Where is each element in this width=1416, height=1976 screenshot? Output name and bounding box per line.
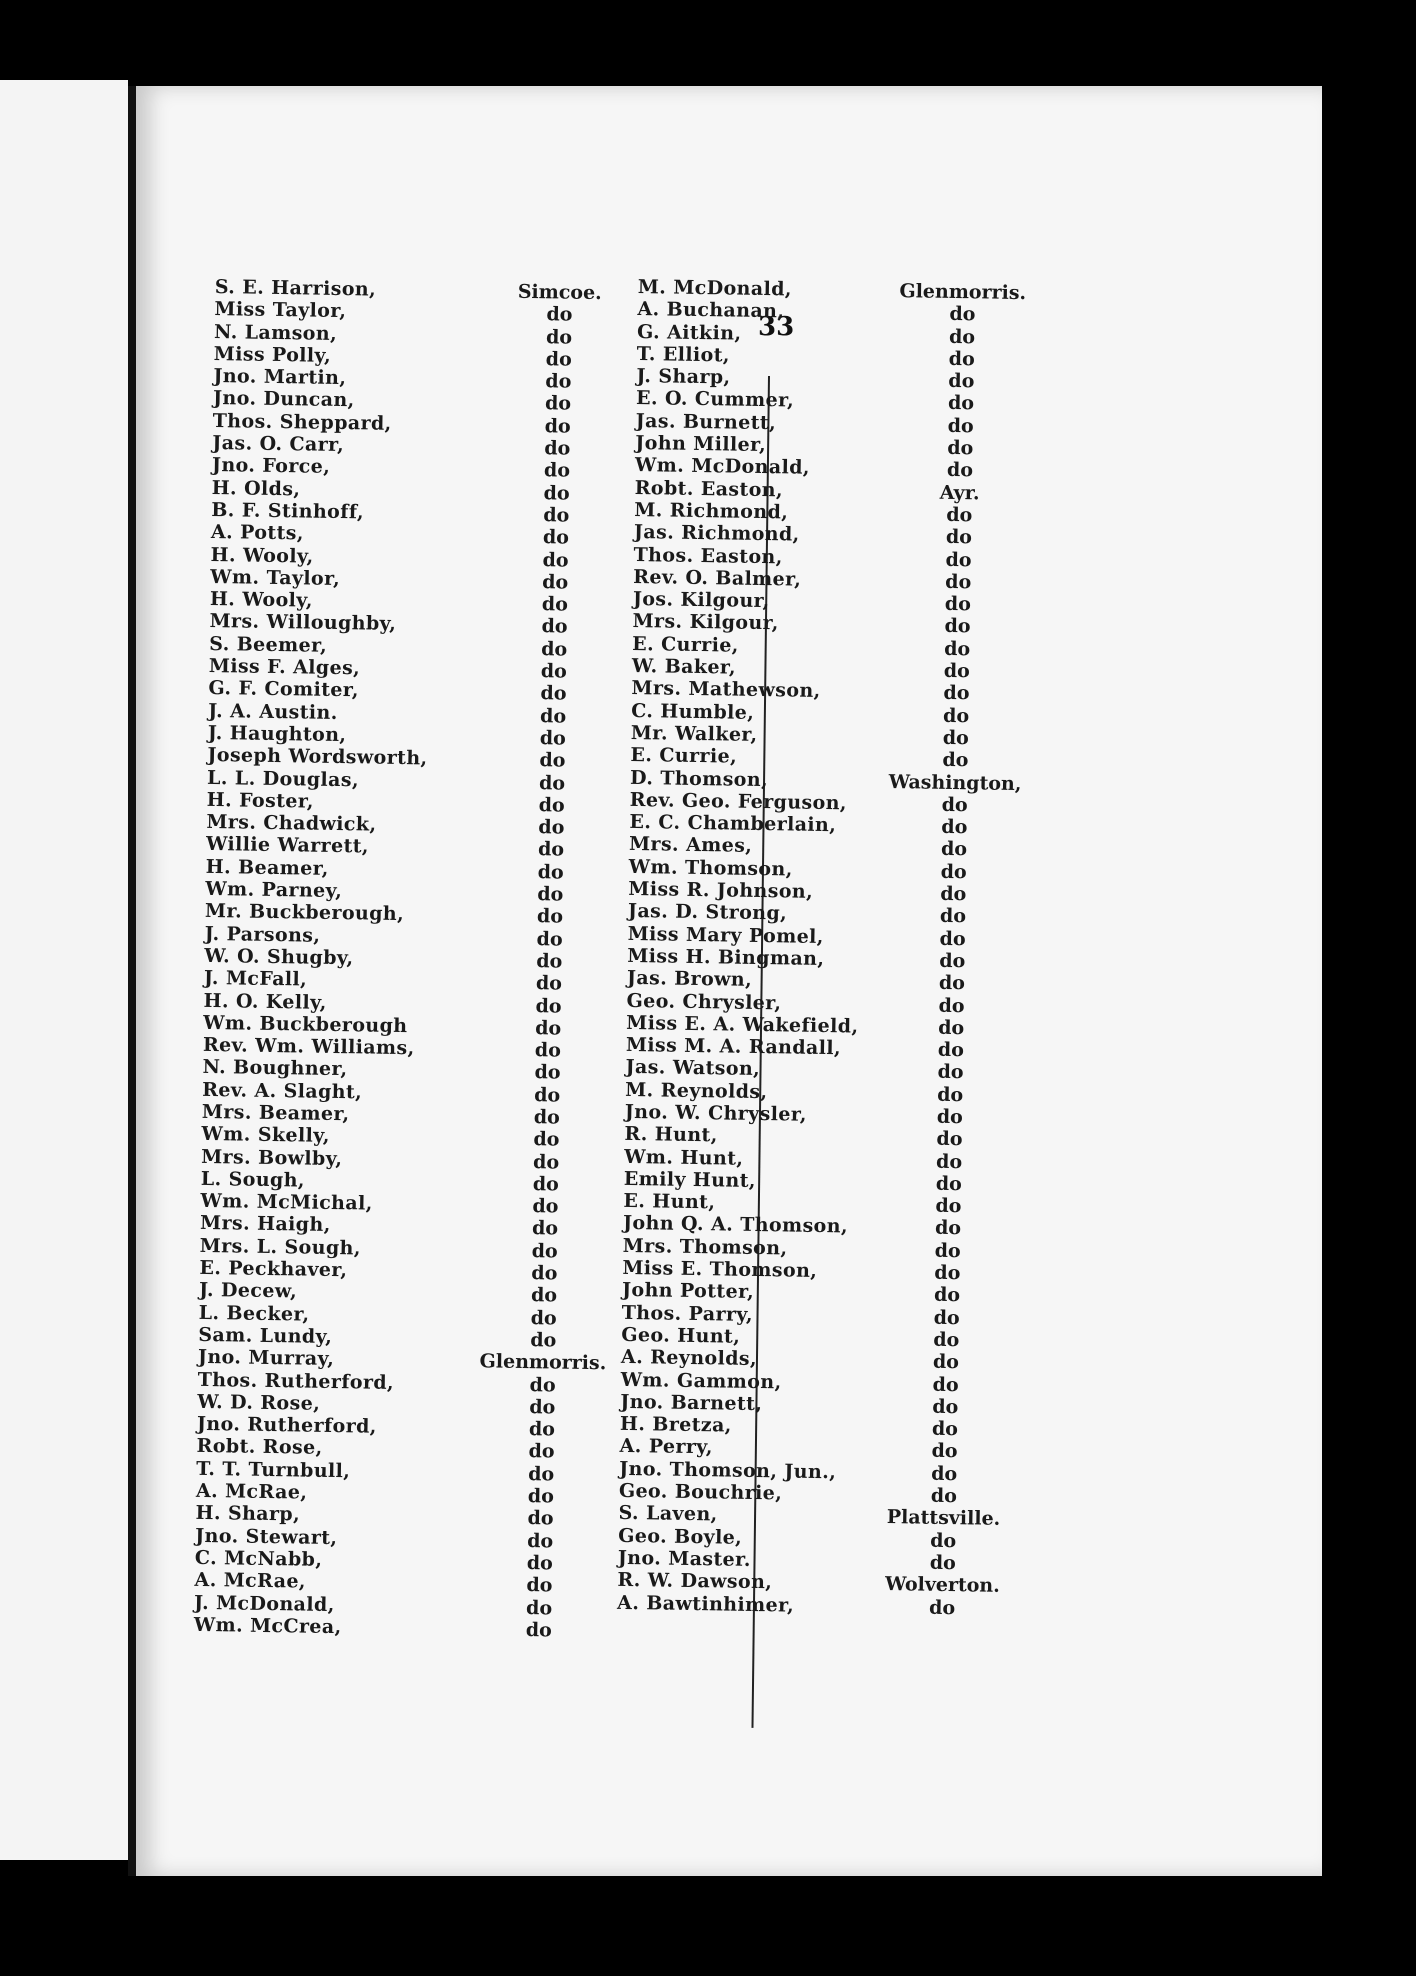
- subscriber-name: M. Reynolds,: [625, 1078, 768, 1103]
- subscriber-name: Wm. Hunt,: [623, 1145, 744, 1170]
- subscriber-place: do: [940, 860, 967, 883]
- subscriber-name: H. Beamer,: [205, 855, 329, 880]
- subscriber-name: Mrs. Haigh,: [199, 1212, 331, 1237]
- subscriber-name: C. Humble,: [631, 699, 755, 724]
- subscriber-place: do: [930, 1484, 958, 1508]
- subscriber-place: do: [941, 793, 968, 817]
- subscriber-place: do: [532, 1150, 560, 1174]
- subscriber-name: Miss E. Thomson,: [622, 1256, 818, 1283]
- subscriber-place: do: [543, 481, 570, 505]
- subscriber-name: Jno. Martin,: [213, 365, 347, 390]
- subscriber-place: do: [942, 749, 969, 772]
- subscriber-place: do: [949, 303, 976, 326]
- subscriber-place: do: [530, 1306, 557, 1330]
- subscriber-name: Rev. Wm. Williams,: [202, 1034, 415, 1060]
- subscriber-name: Joseph Wordsworth,: [207, 744, 428, 770]
- subscriber-place: do: [543, 504, 570, 527]
- subscriber-place: do: [940, 882, 967, 906]
- subscriber-name: N. Lamson,: [213, 320, 338, 345]
- subscriber-name: Geo. Hunt,: [621, 1323, 741, 1348]
- subscriber-name: Robt. Rose,: [196, 1435, 323, 1460]
- subscriber-name: H. Sharp,: [195, 1502, 301, 1526]
- subscriber-name: Emily Hunt,: [623, 1167, 757, 1192]
- subscriber-name: Miss Taylor,: [214, 298, 347, 323]
- subscriber-place: do: [934, 1261, 961, 1285]
- subscriber-place: do: [944, 615, 971, 638]
- subscriber-place: do: [948, 325, 976, 348]
- subscriber-name: J. Haughton,: [207, 721, 347, 747]
- subscriber-place: do: [533, 1128, 560, 1151]
- subscriber-name: Jas. Burnett,: [635, 409, 777, 434]
- subscriber-name: N. Boughner,: [202, 1056, 348, 1081]
- subscriber-name: L. Becker,: [198, 1301, 310, 1326]
- subscriber-place: do: [939, 905, 967, 928]
- subscriber-name: J. A. Austin.: [208, 699, 338, 724]
- subscriber-name: J. Sharp,: [636, 365, 731, 389]
- subscriber-place: do: [947, 414, 974, 438]
- facing-page-edge: [0, 80, 128, 1860]
- subscriber-place: do: [534, 1061, 561, 1084]
- subscriber-place: do: [531, 1262, 558, 1285]
- subscriber-place: do: [543, 459, 571, 482]
- subscriber-name: Wm. McCrea,: [193, 1613, 342, 1638]
- subscriber-place: do: [945, 548, 972, 571]
- subscriber-place: do: [538, 816, 565, 839]
- subscriber-place: do: [539, 727, 566, 750]
- subscriber-place: do: [931, 1417, 959, 1441]
- subscriber-place: do: [931, 1440, 958, 1463]
- subscriber-place: do: [532, 1172, 559, 1196]
- subscriber-name: D. Thomson,: [629, 766, 769, 791]
- subscriber-place: do: [933, 1328, 960, 1352]
- subscriber-place: do: [940, 838, 968, 861]
- subscriber-name: John Miller,: [635, 432, 767, 457]
- subscriber-place: Glenmorris.: [479, 1350, 607, 1375]
- subscriber-place: do: [535, 972, 563, 995]
- subscriber-name: A. Potts,: [210, 521, 305, 545]
- subscriber-place: do: [539, 749, 566, 772]
- subscriber-place: do: [536, 927, 563, 951]
- subscriber-place: do: [934, 1239, 961, 1262]
- subscriber-place: do: [942, 704, 970, 727]
- subscriber-name: Miss F. Alges,: [208, 655, 361, 680]
- subscriber-name: R. W. Dawson,: [617, 1569, 773, 1594]
- subscriber-name: Jno. Stewart,: [195, 1524, 338, 1549]
- subscriber-place: do: [525, 1618, 552, 1642]
- subscriber-name: Mrs. L. Sough,: [199, 1234, 362, 1260]
- subscriber-place: do: [529, 1395, 556, 1419]
- subscriber-name: E. Currie,: [630, 744, 738, 768]
- subscriber-name: Jas. Richmond,: [633, 521, 800, 546]
- subscriber-place: do: [527, 1507, 554, 1530]
- subscriber-place: do: [948, 370, 975, 393]
- subscriber-place: do: [528, 1440, 555, 1463]
- subscriber-place: do: [941, 815, 968, 839]
- subscriber-place: do: [542, 571, 569, 594]
- subscriber-place: do: [930, 1529, 957, 1552]
- subscriber-place: do: [947, 436, 974, 460]
- subscriber-place: do: [936, 1105, 963, 1129]
- subscriber-name: T. T. Turnbull,: [196, 1457, 351, 1483]
- subscriber-name: A. McRae,: [194, 1569, 307, 1593]
- subscriber-place: do: [541, 615, 568, 639]
- subscriber-name: H. Wooly,: [209, 588, 314, 612]
- subscriber-place: do: [531, 1217, 559, 1240]
- subscriber-name: S. Beemer,: [209, 632, 328, 657]
- subscriber-place: do: [943, 682, 970, 705]
- subscriber-place: Washington,: [888, 770, 1022, 795]
- subscriber-place: do: [536, 905, 564, 928]
- subscriber-place: do: [945, 570, 972, 594]
- subscriber-name: Mrs. Mathewson,: [631, 677, 821, 703]
- subscriber-name: Miss Mary Pomel,: [627, 922, 824, 948]
- subscriber-place: do: [942, 726, 969, 750]
- subscriber-name: Wm. Parney,: [205, 877, 343, 903]
- subscriber-name: R. Hunt,: [624, 1123, 718, 1147]
- subscriber-place: Simcoe.: [517, 280, 602, 305]
- subscriber-name: Wm. Thomson,: [628, 855, 793, 881]
- subscriber-place: do: [526, 1551, 553, 1575]
- subscriber-place: do: [542, 548, 569, 572]
- subscriber-place: do: [528, 1418, 556, 1441]
- subscriber-place: do: [526, 1574, 553, 1597]
- subscriber-place: do: [944, 593, 972, 616]
- subscriber-name: Mrs. Kilgour,: [632, 610, 779, 635]
- subscriber-place: do: [944, 637, 971, 661]
- subscriber-place: do: [938, 994, 965, 1017]
- subscriber-place: do: [536, 950, 563, 973]
- subscriber-place: do: [929, 1551, 956, 1575]
- subscriber-name: Mr. Buckberough,: [204, 900, 405, 926]
- subscriber-name: C. McNabb,: [194, 1546, 323, 1571]
- subscriber-name: Miss H. Bingman,: [627, 944, 825, 970]
- subscriber-name: H. Olds,: [211, 476, 301, 501]
- subscriber-place: do: [541, 637, 568, 661]
- subscriber-place: do: [532, 1195, 559, 1218]
- subscriber-name: Wm. McDonald,: [634, 454, 811, 480]
- subscriber-name: Jno. Duncan,: [212, 387, 355, 412]
- subscriber-name: Wm. Skelly,: [201, 1123, 331, 1148]
- subscriber-name: L. Sough,: [200, 1167, 306, 1192]
- subscriber-name: G. F. Comiter,: [208, 677, 360, 702]
- subscriber-place: do: [939, 927, 966, 950]
- subscriber-name: Rev. A. Slaght,: [202, 1078, 363, 1104]
- subscriber-name: Mr. Walker,: [630, 721, 758, 746]
- subscriber-name: T. Elliot,: [636, 342, 731, 367]
- subscriber-name: Wm. Taylor,: [210, 565, 341, 590]
- subscriber-place: do: [537, 883, 564, 906]
- subscriber-name: A. Reynolds,: [620, 1346, 758, 1371]
- subscriber-name: M. Richmond,: [634, 498, 789, 524]
- subscriber-place: do: [935, 1150, 963, 1173]
- subscriber-place: do: [530, 1329, 557, 1352]
- subscriber-place: do: [934, 1217, 962, 1240]
- subscriber-name: Jno. Barnett,: [620, 1390, 763, 1415]
- subscriber-place: do: [537, 838, 565, 861]
- subscriber-name: A. Perry,: [619, 1435, 714, 1459]
- subscriber-name: J. McFall,: [203, 967, 308, 991]
- right-column: [617, 276, 1058, 1620]
- subscriber-name: Mrs. Willoughby,: [209, 610, 397, 636]
- subscriber-name: Geo. Bouchrie,: [618, 1479, 783, 1505]
- subscriber-place: do: [933, 1284, 961, 1307]
- subscriber-name: Rev. Geo. Ferguson,: [629, 788, 848, 815]
- subscriber-name: Jno. Thomson, Jun.,: [619, 1457, 837, 1483]
- subscriber-name: Rev. O. Balmer,: [633, 565, 802, 591]
- subscriber-place: do: [545, 325, 573, 349]
- subscriber-name: W. Baker,: [631, 655, 737, 679]
- subscriber-name: Wm. Gammon,: [620, 1368, 782, 1393]
- subscriber-place: do: [939, 949, 966, 973]
- subscriber-place: do: [527, 1529, 554, 1553]
- subscriber-place: do: [530, 1284, 558, 1307]
- subscriber-name: Geo. Boyle,: [618, 1524, 743, 1549]
- subscriber-name: L. L. Douglas,: [206, 766, 360, 791]
- subscriber-place: do: [542, 526, 570, 549]
- subscriber-place: do: [943, 659, 970, 683]
- subscriber-place: do: [932, 1373, 959, 1396]
- subscriber-place: do: [533, 1106, 560, 1129]
- subscriber-place: do: [535, 1016, 562, 1040]
- subscriber-name: Thos. Sheppard,: [212, 409, 392, 435]
- subscriber-place: do: [931, 1462, 958, 1485]
- subscriber-place: do: [937, 1038, 965, 1062]
- subscriber-name: Robt. Easton,: [634, 476, 784, 501]
- page-number: 33: [758, 312, 795, 342]
- subscriber-name: Jas. D. Strong,: [627, 900, 788, 925]
- subscriber-place: do: [541, 593, 569, 616]
- subscriber-place: do: [932, 1395, 959, 1419]
- subscriber-name: M. McDonald,: [637, 276, 793, 301]
- subscriber-name: Mrs. Bowlby,: [200, 1145, 343, 1170]
- subscriber-name: J. Decew,: [198, 1279, 298, 1303]
- subscriber-place: do: [937, 1083, 964, 1106]
- subscriber-name: Jno. W. Chrysler,: [624, 1100, 808, 1126]
- subscriber-place: do: [531, 1239, 558, 1263]
- subscriber-name: Thos. Parry,: [621, 1301, 754, 1326]
- subscriber-place: do: [938, 972, 966, 995]
- subscriber-place: do: [545, 370, 572, 393]
- subscriber-name: Sam. Lundy,: [198, 1323, 333, 1348]
- subscriber-place: do: [948, 347, 975, 371]
- subscriber-name: Jno. Force,: [211, 454, 331, 479]
- subscriber-name: Thos. Easton,: [633, 543, 783, 568]
- subscriber-place: Wolverton.: [884, 1573, 1000, 1598]
- subscriber-place: do: [527, 1485, 555, 1508]
- subscriber-place: do: [546, 303, 573, 326]
- subscriber-name: Miss Polly,: [213, 342, 332, 367]
- subscriber-place: do: [540, 682, 567, 705]
- subscriber-name: Mrs. Beamer,: [201, 1100, 350, 1126]
- subscriber-name: John Q. A. Thomson,: [622, 1212, 849, 1238]
- subscriber-place: do: [544, 392, 572, 416]
- subscriber-place: do: [933, 1306, 960, 1329]
- subscriber-name: H. Wooly,: [210, 543, 314, 568]
- subscriber-place: do: [936, 1128, 963, 1151]
- subscriber-place: do: [935, 1172, 962, 1196]
- subscriber-name: S. E. Harrison,: [214, 276, 377, 301]
- subscriber-place: do: [538, 771, 566, 795]
- subscriber-place: do: [544, 414, 571, 438]
- subscriber-name: E. Hunt,: [623, 1190, 716, 1214]
- subscriber-name: Wm. McMichal,: [200, 1190, 373, 1215]
- subscriber-name: Mrs. Ames,: [628, 833, 753, 858]
- subscriber-name: John Potter,: [621, 1279, 755, 1304]
- subscriber-place: do: [544, 437, 571, 460]
- subscriber-place: do: [932, 1351, 960, 1374]
- subscriber-name: W. D. Rose,: [197, 1390, 321, 1415]
- subscriber-name: J. McDonald,: [193, 1591, 335, 1616]
- subscriber-place: do: [935, 1194, 962, 1218]
- subscriber-name: Mrs. Chadwick,: [206, 811, 377, 836]
- subscriber-name: Jno. Rutherford,: [196, 1413, 377, 1438]
- subscriber-name: W. O. Shugby,: [204, 944, 354, 970]
- subscriber-place: do: [537, 860, 564, 884]
- subscriber-place: do: [545, 348, 572, 371]
- subscriber-name: H. O. Kelly,: [203, 989, 327, 1014]
- subscriber-name: Miss R. Johnson,: [628, 877, 814, 903]
- subscriber-name: Thos. Rutherford,: [197, 1368, 395, 1394]
- subscriber-name: Wm. Buckberough: [203, 1011, 408, 1037]
- subscriber-name: Jas. Brown,: [626, 967, 753, 992]
- subscriber-place: Plattsville.: [886, 1506, 1001, 1531]
- subscriber-name: H. Bretza,: [619, 1413, 732, 1437]
- subscriber-name: G. Aitkin,: [636, 320, 742, 345]
- subscriber-name: A. Bawtinhimer,: [616, 1591, 795, 1617]
- subscriber-place: do: [535, 994, 562, 1018]
- subscriber-name: Jas. Watson,: [625, 1056, 761, 1081]
- subscriber-name: Jno. Murray,: [197, 1346, 335, 1371]
- subscriber-place: do: [946, 503, 973, 527]
- subscriber-place: do: [540, 660, 567, 683]
- subscriber-name: E. C. Chamberlain,: [629, 811, 837, 837]
- subscriber-place: Glenmorris.: [899, 280, 1027, 305]
- page-gutter: [128, 86, 136, 1876]
- subscriber-name: Miss M. A. Randall,: [625, 1034, 842, 1060]
- subscriber-name: B. F. Stinhoff,: [211, 498, 365, 524]
- subscriber-name: Jas. O. Carr,: [212, 432, 345, 457]
- subscriber-name: A. McRae,: [195, 1479, 308, 1504]
- subscriber-place: do: [945, 526, 973, 549]
- subscriber-name: Jno. Master.: [617, 1546, 751, 1571]
- subscriber-name: A. Buchanan,: [637, 298, 785, 323]
- subscriber-place: do: [534, 1039, 562, 1062]
- subscriber-place: do: [538, 793, 565, 817]
- subscriber-place: do: [539, 704, 567, 728]
- subscriber-name: E. Peckhaver,: [199, 1256, 348, 1282]
- subscriber-place: do: [938, 1016, 965, 1040]
- subscriber-place: do: [937, 1061, 964, 1084]
- subscriber-name: E. O. Cummer,: [635, 387, 795, 412]
- subscriber-name: S. Laven,: [618, 1502, 718, 1526]
- left-column: [194, 276, 635, 1643]
- subscriber-place: do: [534, 1083, 561, 1107]
- subscriber-place: do: [528, 1462, 555, 1486]
- subscriber-place: Ayr.: [939, 481, 980, 505]
- subscriber-place: do: [947, 392, 975, 415]
- subscriber-name: Miss E. A. Wakefield,: [626, 1011, 859, 1038]
- subscriber-place: do: [529, 1373, 556, 1397]
- subscriber-name: Jos. Kilgour,: [632, 588, 770, 613]
- subscriber-place: do: [928, 1596, 956, 1619]
- subscriber-place: do: [946, 459, 974, 482]
- subscriber-name: Willie Warrett,: [205, 833, 370, 858]
- subscriber-name: Mrs. Thomson,: [622, 1234, 788, 1260]
- subscriber-name: J. Parsons,: [204, 922, 321, 947]
- subscriber-name: H. Foster,: [206, 788, 315, 813]
- subscriber-name: Geo. Chrysler,: [626, 989, 782, 1014]
- subscriber-name: E. Currie,: [632, 632, 739, 657]
- subscriber-place: do: [525, 1596, 553, 1619]
